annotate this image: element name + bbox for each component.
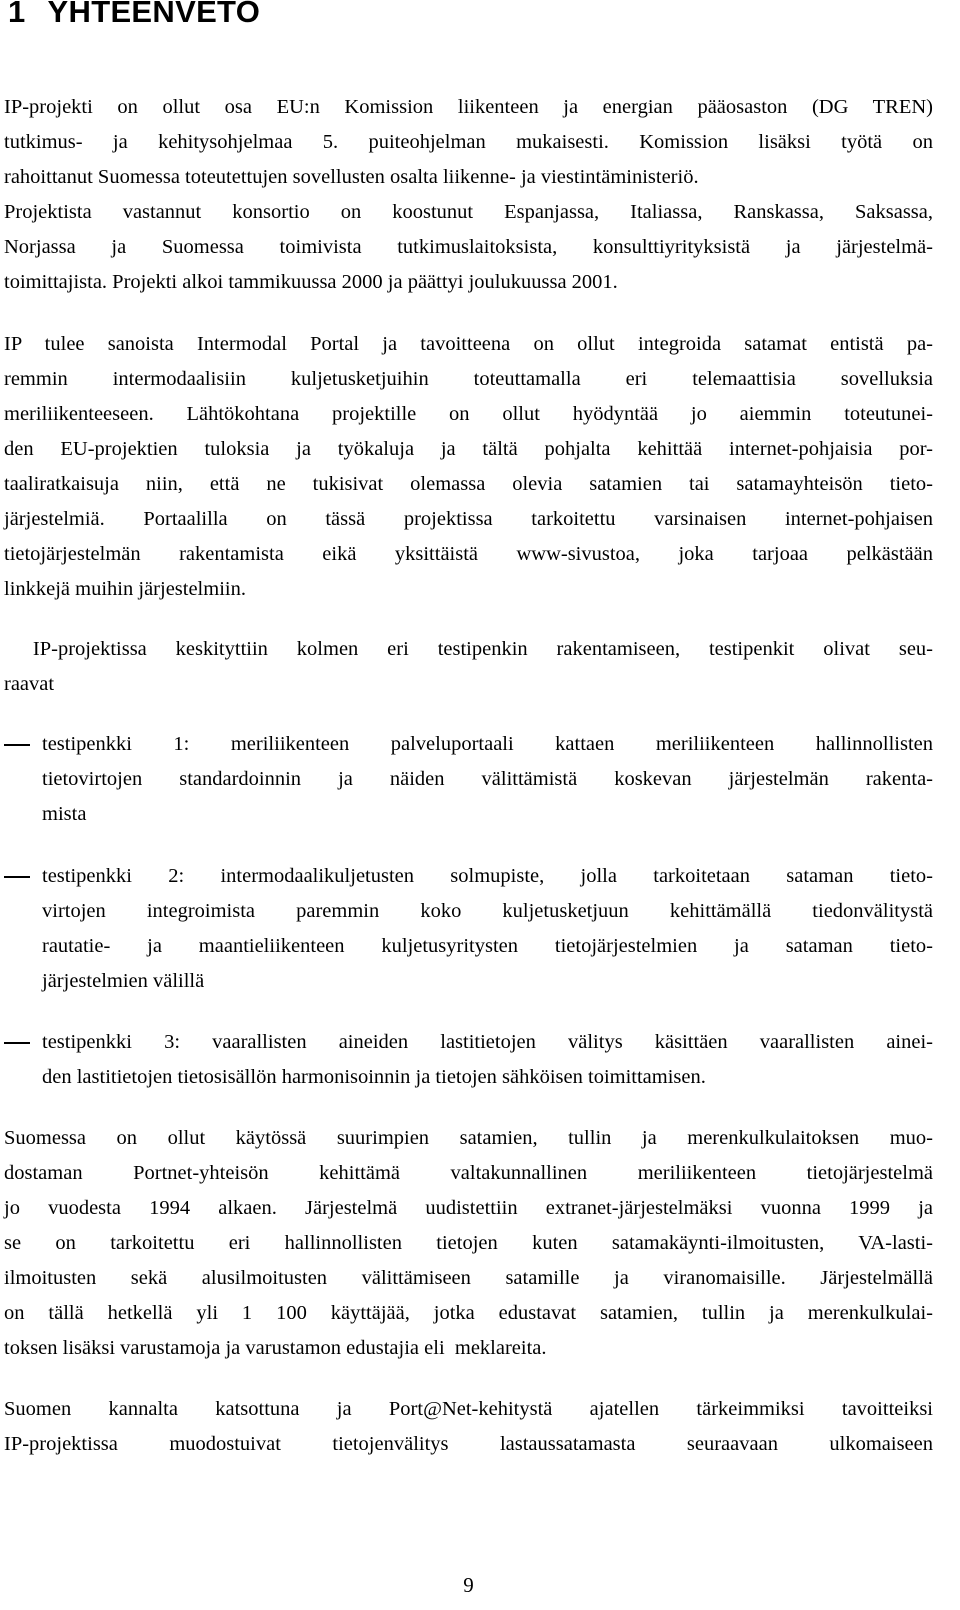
- text-line: toksen lisäksi varustamoja ja varustamon edustajia eli meklareita.: [4, 1337, 547, 1359]
- text-line: virtojen integroimista paremmin koko kuljetusketjuun kehittämällä tiedonvälitystä: [42, 900, 933, 922]
- text-line: taaliratkaisuja niin, että ne tukisivat olemassa olevia satamien tai satamayhteisön tieto-: [4, 473, 933, 495]
- text-line: tutkimus- ja kehitysohjelmaa 5. puiteohjelman mukaisesti. Komission lisäksi työtä on: [4, 131, 933, 153]
- list-item-text: [42, 859, 933, 999]
- text-line: meriliikenteeseen. Lähtökohtana projektille on ollut hyödyntää jo aiemmin toteutunei-: [4, 403, 933, 425]
- section-number: 1: [8, 0, 26, 29]
- dash-bullet-icon: [4, 1042, 30, 1044]
- text-line: mista: [42, 803, 87, 825]
- text-line: ilmoitusten sekä alusilmoitusten välittämiseen satamille ja viranomaisille. Järjestelmällä: [4, 1267, 933, 1289]
- dash-bullet-icon: [4, 876, 30, 878]
- text-line: IP-projektissa keskityttiin kolmen eri testipenkin rakentamiseen, testipenkit olivat seu-: [4, 638, 933, 660]
- text-line: Suomessa on ollut käytössä suurimpien satamien, tullin ja merenkulkulaitoksen muo-: [4, 1127, 933, 1149]
- text-line: dostaman Portnet-yhteisön kehittämä valtakunnallinen meriliikenteen tietojärjestelmä: [4, 1162, 933, 1184]
- text-line: den lastitietojen tietosisällön harmonisoinnin ja tietojen sähköisen toimittamisen.: [42, 1066, 706, 1088]
- text-line: IP-projektissa muodostuivat tietojenvälitys lastaussatamasta seuraavaan ulkomaiseen: [4, 1433, 933, 1455]
- text-line: tietovirtojen standardoinnin ja näiden välittämistä koskevan järjestelmän rakenta-: [42, 768, 933, 790]
- text-line: den EU-projektien tuloksia ja työkaluja ja tältä pohjalta kehittää internet-pohjaisia por-: [4, 438, 933, 460]
- page-number: 9: [463, 1573, 474, 1597]
- paragraph-ip-definition: [4, 327, 933, 607]
- text-line: järjestelmiä. Portaalilla on tässä projektissa tarkoitettu varsinaisen internet-pohjaisen: [4, 508, 933, 530]
- text-line: linkkejä muihin järjestelmiin.: [4, 578, 246, 600]
- text-line: testipenkki 2: intermodaalikuljetusten solmupiste, jolla tarkoitetaan sataman tieto-: [42, 865, 933, 887]
- text-line: Suomen kannalta katsottuna ja Port@Net-kehitystä ajatellen tärkeimmiksi tavoitteiksi: [4, 1398, 933, 1420]
- list-item-text: [42, 1025, 933, 1095]
- text-line: remmin intermodaalisiin kuljetusketjuihin toteuttamalla eri telemaattisia sovelluksia: [4, 368, 933, 390]
- text-line: raavat: [4, 673, 55, 695]
- paragraph-portnet: [4, 1121, 933, 1366]
- list-item-text: [42, 727, 933, 832]
- text-line: jo vuodesta 1994 alkaen. Järjestelmä uudistettiin extranet-järjestelmäksi vuonna 1999 ja: [4, 1197, 933, 1219]
- text-line: IP-projekti on ollut osa EU:n Komission liikenteen ja energian pääosaston (DG TREN): [4, 96, 933, 118]
- text-line: testipenkki 1: meriliikenteen palveluportaali kattaen meriliikenteen hallinnollisten: [42, 733, 933, 755]
- text-line: järjestelmien välillä: [42, 970, 205, 992]
- text-line: tietojärjestelmän rakentamista eikä yksittäistä www-sivustoa, joka tarjoaa pelkästään: [4, 543, 933, 565]
- dash-bullet-icon: [4, 744, 30, 746]
- text-line: testipenkki 3: vaarallisten aineiden lastitietojen välitys käsittäen vaarallisten ainei-: [42, 1031, 933, 1053]
- text-line: IP tulee sanoista Intermodal Portal ja tavoitteena on ollut integroida satamat entistä pa-: [4, 333, 933, 355]
- text-line: Norjassa ja Suomessa toimivista tutkimuslaitoksista, konsulttiyrityksistä ja järjestelmä-: [4, 236, 933, 258]
- paragraph-intro: [4, 90, 933, 300]
- section-heading: [8, 0, 260, 30]
- paragraph-goals: [4, 1392, 933, 1462]
- paragraph-testbeds-intro: [4, 632, 933, 702]
- text-line: Projektista vastannut konsortio on koostunut Espanjassa, Italiassa, Ranskassa, Saksassa,: [4, 201, 933, 223]
- text-line: rautatie- ja maantieliikenteen kuljetusyritysten tietojärjestelmien ja sataman tieto-: [42, 935, 933, 957]
- section-title: YHTEENVETO: [47, 0, 261, 29]
- text-line: on tällä hetkellä yli 1 100 käyttäjää, jotka edustavat satamien, tullin ja merenkulkulai-: [4, 1302, 933, 1324]
- text-line: rahoittanut Suomessa toteutettujen sovellusten osalta liikenne- ja viestintäministeriö.: [4, 166, 699, 188]
- text-line: se on tarkoitettu eri hallinnollisten tietojen kuten satamakäynti-ilmoitusten, VA-lasti-: [4, 1232, 933, 1254]
- text-line: toimittajista. Projekti alkoi tammikuussa 2000 ja päättyi joulukuussa 2001.: [4, 271, 618, 293]
